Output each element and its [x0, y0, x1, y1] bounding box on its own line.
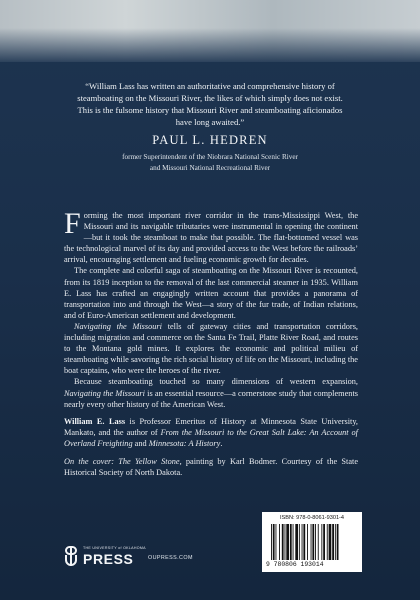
- bio-end: .: [220, 438, 223, 448]
- description-text: [64, 207, 359, 478]
- paragraph-4-text-b: is an essential resource—a cornerstone study that complements nearly every other history of the American West.: [64, 388, 358, 409]
- bio-text: is Professor Emeritus of History at Minnesota State University, Mankato, and the author of: [64, 416, 358, 437]
- publisher-url: OUPRESS.COM: [148, 555, 193, 561]
- drop-cap: F: [64, 207, 81, 240]
- credit-line-2: and Missouri National Recreational River: [149, 163, 271, 172]
- publisher-name: PRESS: [83, 551, 134, 567]
- cover-label: On the cover:: [64, 456, 119, 466]
- paragraph-1-text: orming the most important river corridor in the trans-Mississippi West, the Missouri and its navigable tributaries were instrumental in opening the continent—but it took the steamboat to make that possible. The flat-bottomed vessel was the technological marvel of its day and provided access to the West before the railroads’ arrival, encouraging settlement and fueling economic growth for decades.: [64, 211, 358, 265]
- endorsement-quote: “William Lass has written an authoritative and comprehensive history of steamboating on the Missouri River, the likes of which simply does not exist. This is the fulsome history that Missouri River and steamboating aficionados have long awaited.”: [77, 81, 343, 127]
- painting-title: The Yellow Stone: [118, 456, 180, 466]
- endorsement-author: PAUL L. HEDREN: [152, 133, 268, 147]
- paragraph-2: The complete and colorful saga of steamboating on the Missouri River is recounted, from its 1819 inception to the removal of the last commercial steamer in 1935. William E. Lass has crafted an engagingly written account that provides a panorama of transportation into and through the West—a story of the fur trade, of Indian relations, and of Euro-American settlement and development.: [64, 266, 358, 320]
- book-title: Navigating the Missouri: [64, 388, 145, 398]
- isbn-number: ISBN: 978-0-8061-9301-4: [279, 515, 345, 521]
- cover-credit: [64, 456, 358, 478]
- other-book-1: From the Missouri to the Great Salt Lake: An Account of Overland Freighting: [64, 427, 358, 448]
- bio-and: and: [132, 438, 149, 448]
- endorsement-credit: [70, 152, 350, 173]
- paragraph-1: [64, 207, 358, 265]
- paragraph-4: [64, 376, 358, 409]
- publisher-logo: [63, 546, 223, 566]
- credit-line-1: former Superintendent of the Niobrara National Scenic River: [122, 153, 298, 161]
- book-title: Navigating the Missouri: [74, 321, 162, 331]
- barcode-icon: [271, 524, 357, 560]
- cover-credit-text: , painting by Karl Bodmer. Courtesy of the State Historical Society of North Dakota.: [64, 456, 359, 478]
- author-name: William E. Lass: [64, 416, 126, 426]
- other-book-2: Minnesota: A History: [148, 438, 221, 448]
- paragraph-4-text-a: Because steamboating touched so many dimensions of western expansion,: [74, 377, 358, 387]
- paragraph-3: [64, 321, 358, 376]
- ou-logo-icon: [63, 546, 79, 566]
- author-bio: [64, 416, 358, 449]
- publisher-university: THE UNIVERSITY of OKLAHOMA: [83, 546, 146, 550]
- painting-fade: [0, 28, 420, 62]
- cover-painting-strip: [0, 0, 420, 62]
- barcode-digits: 9 780806 193014: [266, 561, 324, 568]
- paragraph-3-text: tells of gateway cities and transportation corridors, including migration and commerce on the Santa Fe Trail, Platte River Road, and routes to the Montana gold mines. It explores the economic and political milieu of steamboating while savoring the rich social history of life on the Missouri, including the boat captains, who were the heroes of the river.: [64, 321, 358, 376]
- barcode-area: [262, 512, 362, 572]
